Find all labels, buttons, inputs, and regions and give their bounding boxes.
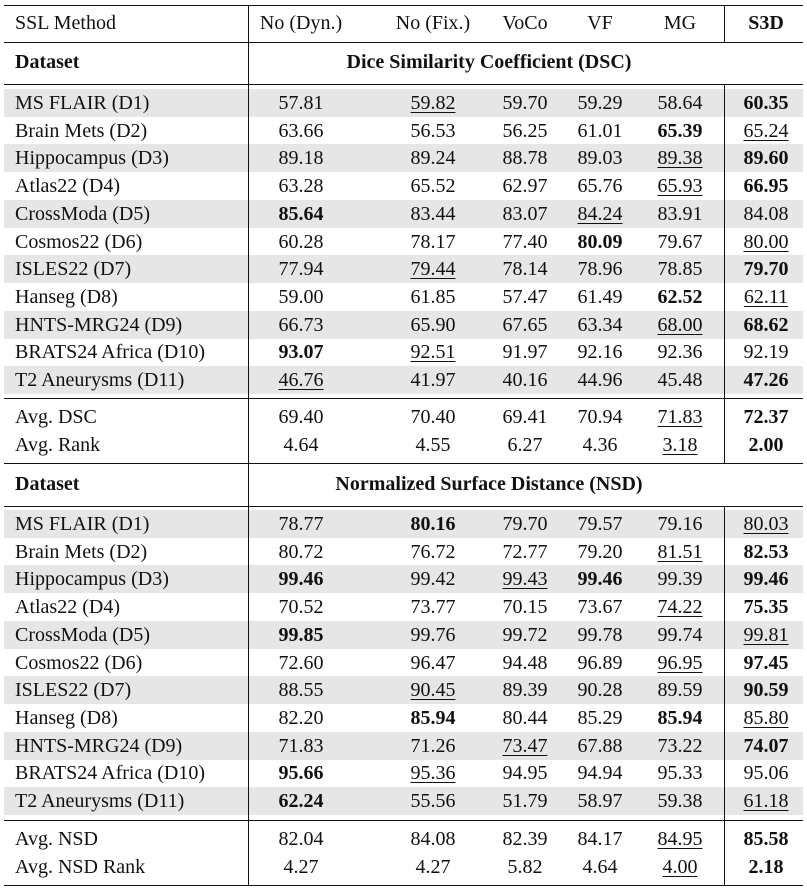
table-row (4, 89, 803, 117)
dsc-value-s3d: 92.19 (743, 341, 789, 364)
table-row (4, 255, 803, 283)
table-row (4, 649, 803, 677)
nsd-value-s3d: 75.35 (743, 596, 789, 619)
nsd-value-no-fix: 85.94 (410, 706, 456, 729)
dsc-value-vf: 78.96 (577, 258, 623, 281)
dsc-summary-no-fix: 4.55 (415, 433, 451, 456)
nsd-value-no-fix: 99.42 (410, 568, 456, 591)
header-s3d: S3D (748, 12, 784, 34)
dsc-value-voco: 56.25 (502, 119, 548, 142)
summary-row (4, 853, 803, 881)
nsd-summary-voco: 82.39 (502, 828, 548, 850)
dsc-value-no-fix: 56.53 (410, 119, 456, 142)
dsc-value-s3d: 84.08 (743, 202, 789, 225)
dsc-value-s3d: 60.35 (743, 92, 789, 114)
nsd-value-voco: 51.79 (502, 790, 548, 812)
dsc-value-vf: 92.16 (577, 341, 623, 364)
nsd-value-s3d: 99.81 (743, 623, 789, 646)
nsd-value-voco: 89.39 (502, 679, 548, 702)
method-col-rule-nsd (248, 463, 249, 886)
dsc-value-vf: 65.76 (577, 175, 623, 198)
nsd-value-no-dyn: 99.85 (278, 623, 324, 646)
nsd-value-mg: 89.59 (657, 679, 703, 702)
table-row (4, 283, 803, 311)
header-mg: MG (663, 12, 697, 34)
dsc-summary-no-fix: 70.40 (410, 406, 456, 428)
dsc-value-no-fix: 89.24 (410, 147, 456, 170)
nsd-value-mg: 59.38 (657, 790, 703, 812)
nsd-summary-voco: 5.82 (507, 855, 543, 878)
dsc-value-no-dyn: 60.28 (278, 230, 324, 253)
dsc-value-mg: 62.52 (657, 285, 703, 308)
dsc-value-mg: 79.67 (657, 230, 703, 253)
nsd-value-s3d: 74.07 (743, 734, 789, 757)
nsd-value-vf: 96.89 (577, 651, 623, 674)
nsd-value-mg: 79.16 (657, 513, 703, 535)
summary-row (4, 403, 803, 431)
dsc-value-no-dyn: 63.66 (278, 119, 324, 142)
dsc-value-vf: 61.01 (577, 119, 623, 142)
nsd-value-s3d: 85.80 (743, 706, 789, 729)
dsc-value-no-dyn: 66.73 (278, 313, 324, 336)
nsd-value-no-fix: 76.72 (410, 540, 456, 563)
nsd-summary-vf: 84.17 (577, 828, 623, 850)
nsd-value-no-dyn: 72.60 (278, 651, 324, 674)
nsd-summary-s3d: 85.58 (743, 828, 789, 850)
dsc-value-voco: 59.70 (502, 92, 548, 114)
dsc-value-s3d: 80.00 (743, 230, 789, 253)
dsc-value-no-fix: 83.44 (410, 202, 456, 225)
dsc-value-s3d: 79.70 (743, 258, 789, 281)
dsc-value-voco: 67.65 (502, 313, 548, 336)
nsd-value-vf: 90.28 (577, 679, 623, 702)
nsd-dataset-name: MS FLAIR (D1) (15, 513, 150, 535)
dsc-value-no-fix: 61.85 (410, 285, 456, 308)
dsc-value-vf: 44.96 (577, 369, 623, 391)
nsd-summary-mg: 84.95 (657, 828, 703, 850)
dsc-value-vf: 63.34 (577, 313, 623, 336)
dsc-summary-name: Avg. DSC (15, 406, 97, 428)
dsc-summary-s3d: 2.00 (748, 433, 784, 456)
dsc-value-mg: 65.39 (657, 119, 703, 142)
nsd-summary-no-fix: 4.27 (415, 855, 451, 878)
dsc-value-no-dyn: 93.07 (278, 341, 324, 364)
summary-row (4, 825, 803, 853)
table-row (4, 676, 803, 704)
nsd-dataset-name: HNTS-MRG24 (D9) (15, 734, 183, 757)
nsd-value-no-fix: 96.47 (410, 651, 456, 674)
dsc-value-vf: 84.24 (577, 202, 623, 225)
nsd-value-voco: 99.43 (502, 568, 548, 591)
nsd-value-no-dyn: 82.20 (278, 706, 324, 729)
dsc-value-no-dyn: 59.00 (278, 285, 324, 308)
table-row (4, 787, 803, 815)
table-row (4, 172, 803, 200)
dsc-value-no-fix: 65.52 (410, 175, 456, 198)
nsd-dataset-name: ISLES22 (D7) (15, 679, 132, 702)
dsc-summary-mg: 71.83 (657, 406, 703, 428)
nsd-value-mg: 96.95 (657, 651, 703, 674)
nsd-value-voco: 73.47 (502, 734, 548, 757)
dsc-value-voco: 78.14 (502, 258, 548, 281)
nsd-summary-name: Avg. NSD Rank (15, 855, 146, 878)
dsc-dataset-name: Hanseg (D8) (15, 285, 118, 308)
dsc-dataset-name: Hippocampus (D3) (15, 147, 169, 170)
dsc-value-no-dyn: 46.76 (278, 369, 324, 391)
nsd-value-mg: 99.74 (657, 623, 703, 646)
nsd-value-vf: 58.97 (577, 790, 623, 812)
dsc-value-no-fix: 92.51 (410, 341, 456, 364)
dsc-summary-voco: 69.41 (502, 406, 548, 428)
s3d-col-rule-nsd (724, 506, 725, 886)
dsc-summary-no-dyn: 4.64 (283, 433, 319, 456)
dsc-value-mg: 83.91 (657, 202, 703, 225)
dsc-value-voco: 40.16 (502, 369, 548, 391)
table-row (4, 117, 803, 145)
table-row (4, 366, 803, 394)
dsc-value-mg: 68.00 (657, 313, 703, 336)
dsc-value-vf: 61.49 (577, 285, 623, 308)
dsc-value-no-fix: 79.44 (410, 258, 456, 281)
method-col-rule-dsc (248, 84, 249, 464)
dsc-value-s3d: 89.60 (743, 147, 789, 170)
table-row (4, 338, 803, 366)
table-row (4, 538, 803, 566)
dsc-value-s3d: 68.62 (743, 313, 789, 336)
s3d-col-rule-header (724, 5, 725, 43)
dsc-value-voco: 62.97 (502, 175, 548, 198)
bottom-rule (4, 885, 803, 886)
header-voco: VoCo (502, 12, 548, 34)
nsd-value-no-fix: 99.76 (410, 623, 456, 646)
nsd-value-mg: 99.39 (657, 568, 703, 591)
nsd-dataset-name: Atlas22 (D4) (15, 596, 120, 619)
nsd-summary-name: Avg. NSD (15, 828, 98, 850)
nsd-dataset-name: Cosmos22 (D6) (15, 651, 143, 674)
nsd-value-s3d: 95.06 (743, 762, 789, 785)
nsd-value-s3d: 90.59 (743, 679, 789, 702)
dsc-value-mg: 45.48 (657, 369, 703, 391)
header-row (4, 9, 803, 37)
nsd-value-no-fix: 71.26 (410, 734, 456, 757)
nsd-value-voco: 79.70 (502, 513, 548, 535)
nsd-value-voco: 72.77 (502, 540, 548, 563)
header-method: SSL Method (15, 12, 116, 34)
nsd-summary-no-dyn: 4.27 (283, 855, 319, 878)
table-row (4, 593, 803, 621)
nsd-dataset-name: Brain Mets (D2) (15, 540, 148, 563)
nsd-dataset-name: T2 Aneurysms (D11) (15, 790, 185, 812)
dsc-summary-vf: 70.94 (577, 406, 623, 428)
dsc-value-voco: 77.40 (502, 230, 548, 253)
nsd-value-s3d: 80.03 (743, 513, 789, 535)
nsd-value-no-dyn: 99.46 (278, 568, 324, 591)
table-row (4, 621, 803, 649)
nsd-value-voco: 94.48 (502, 651, 548, 674)
dsc-value-s3d: 47.26 (743, 369, 789, 391)
header-no-fix: No (Fix.) (395, 12, 471, 34)
header-vf: VF (587, 12, 613, 34)
dsc-value-voco: 57.47 (502, 285, 548, 308)
nsd-value-no-dyn: 70.52 (278, 596, 324, 619)
dsc-value-no-fix: 65.90 (410, 313, 456, 336)
nsd-value-no-fix: 73.77 (410, 596, 456, 619)
nsd-value-no-fix: 80.16 (410, 513, 456, 535)
dsc-value-no-fix: 41.97 (410, 369, 456, 391)
dsc-section-title: Dice Similarity Coefficient (DSC) (346, 51, 632, 73)
dsc-value-voco: 83.07 (502, 202, 548, 225)
method-col-rule-top (248, 5, 249, 85)
dsc-dataset-name: ISLES22 (D7) (15, 258, 132, 281)
dsc-summary-vf: 4.36 (582, 433, 618, 456)
nsd-value-voco: 70.15 (502, 596, 548, 619)
dsc-rows-rule (4, 398, 803, 399)
dsc-dataset-label: Dataset (15, 51, 80, 73)
nsd-value-no-fix: 95.36 (410, 762, 456, 785)
dsc-dataset-name: T2 Aneurysms (D11) (15, 369, 185, 391)
dsc-end-rule (4, 463, 803, 464)
nsd-summary-s3d: 2.18 (748, 855, 784, 878)
dsc-dataset-name: Cosmos22 (D6) (15, 230, 143, 253)
nsd-dataset-label: Dataset (15, 473, 80, 495)
nsd-value-mg: 95.33 (657, 762, 703, 785)
nsd-title-rule (4, 506, 803, 507)
table-row (4, 228, 803, 256)
nsd-value-vf: 99.78 (577, 623, 623, 646)
table-row (4, 200, 803, 228)
dsc-value-no-dyn: 89.18 (278, 147, 324, 170)
header-no-dyn: No (Dyn.) (259, 12, 343, 34)
nsd-dataset-name: Hanseg (D8) (15, 706, 118, 729)
dsc-dataset-name: Brain Mets (D2) (15, 119, 148, 142)
dsc-value-no-dyn: 77.94 (278, 258, 324, 281)
nsd-value-voco: 80.44 (502, 706, 548, 729)
nsd-value-no-dyn: 95.66 (278, 762, 324, 785)
nsd-dataset-name: CrossModa (D5) (15, 623, 150, 646)
nsd-value-no-dyn: 80.72 (278, 540, 324, 563)
nsd-value-s3d: 61.18 (743, 790, 789, 812)
dsc-dataset-name: CrossModa (D5) (15, 202, 150, 225)
nsd-value-vf: 94.94 (577, 762, 623, 785)
dsc-value-vf: 80.09 (577, 230, 623, 253)
nsd-value-vf: 85.29 (577, 706, 623, 729)
nsd-dataset-name: Hippocampus (D3) (15, 568, 169, 591)
dsc-value-no-dyn: 63.28 (278, 175, 324, 198)
dsc-summary-mg: 3.18 (662, 433, 698, 456)
dsc-dataset-name: BRATS24 Africa (D10) (15, 341, 205, 364)
table-row (4, 510, 803, 538)
nsd-rows-rule (4, 820, 803, 821)
s3d-col-rule-dsc (724, 84, 725, 464)
nsd-value-no-dyn: 62.24 (278, 790, 324, 812)
nsd-value-no-dyn: 78.77 (278, 513, 324, 535)
dsc-title-rule (4, 84, 803, 85)
nsd-summary-no-dyn: 82.04 (278, 828, 324, 850)
dsc-value-no-fix: 59.82 (410, 92, 456, 114)
table-row (4, 704, 803, 732)
summary-row (4, 431, 803, 459)
dsc-dataset-name: MS FLAIR (D1) (15, 92, 150, 114)
nsd-value-mg: 74.22 (657, 596, 703, 619)
table-row (4, 565, 803, 593)
dsc-value-vf: 59.29 (577, 92, 623, 114)
table-row (4, 311, 803, 339)
nsd-value-s3d: 99.46 (743, 568, 789, 591)
dsc-summary-voco: 6.27 (507, 433, 543, 456)
dsc-value-no-dyn: 57.81 (278, 92, 324, 114)
nsd-value-mg: 85.94 (657, 706, 703, 729)
top-rule (4, 5, 803, 6)
dsc-dataset-name: HNTS-MRG24 (D9) (15, 313, 183, 336)
dsc-value-no-fix: 78.17 (410, 230, 456, 253)
table-row (4, 759, 803, 787)
dsc-value-mg: 89.38 (657, 147, 703, 170)
nsd-value-vf: 79.20 (577, 540, 623, 563)
dsc-value-mg: 65.93 (657, 175, 703, 198)
dsc-summary-name: Avg. Rank (15, 433, 101, 456)
dsc-value-s3d: 66.95 (743, 175, 789, 198)
dsc-value-s3d: 62.11 (743, 285, 789, 308)
dsc-value-no-dyn: 85.64 (278, 202, 324, 225)
dsc-value-vf: 89.03 (577, 147, 623, 170)
nsd-value-vf: 73.67 (577, 596, 623, 619)
nsd-value-vf: 79.57 (577, 513, 623, 535)
dsc-summary-no-dyn: 69.40 (278, 406, 324, 428)
nsd-value-s3d: 82.53 (743, 540, 789, 563)
nsd-value-vf: 99.46 (577, 568, 623, 591)
table-row (4, 144, 803, 172)
nsd-value-no-dyn: 88.55 (278, 679, 324, 702)
header-rule (4, 42, 803, 43)
nsd-value-mg: 73.22 (657, 734, 703, 757)
nsd-value-no-fix: 90.45 (410, 679, 456, 702)
nsd-value-voco: 94.95 (502, 762, 548, 785)
dsc-value-voco: 88.78 (502, 147, 548, 170)
dsc-value-s3d: 65.24 (743, 119, 789, 142)
dsc-value-mg: 92.36 (657, 341, 703, 364)
dsc-dataset-name: Atlas22 (D4) (15, 175, 120, 198)
nsd-dataset-name: BRATS24 Africa (D10) (15, 762, 205, 785)
dsc-summary-s3d: 72.37 (743, 406, 789, 428)
dsc-value-mg: 78.85 (657, 258, 703, 281)
dsc-value-mg: 58.64 (657, 92, 703, 114)
dsc-value-voco: 91.97 (502, 341, 548, 364)
nsd-summary-mg: 4.00 (662, 855, 698, 878)
nsd-value-mg: 81.51 (657, 540, 703, 563)
nsd-summary-no-fix: 84.08 (410, 828, 456, 850)
nsd-value-no-dyn: 71.83 (278, 734, 324, 757)
nsd-value-voco: 99.72 (502, 623, 548, 646)
nsd-value-vf: 67.88 (577, 734, 623, 757)
nsd-value-s3d: 97.45 (743, 651, 789, 674)
nsd-value-no-fix: 55.56 (410, 790, 456, 812)
table-row (4, 732, 803, 760)
nsd-section-title: Normalized Surface Distance (NSD) (335, 473, 643, 495)
nsd-summary-vf: 4.64 (582, 855, 618, 878)
